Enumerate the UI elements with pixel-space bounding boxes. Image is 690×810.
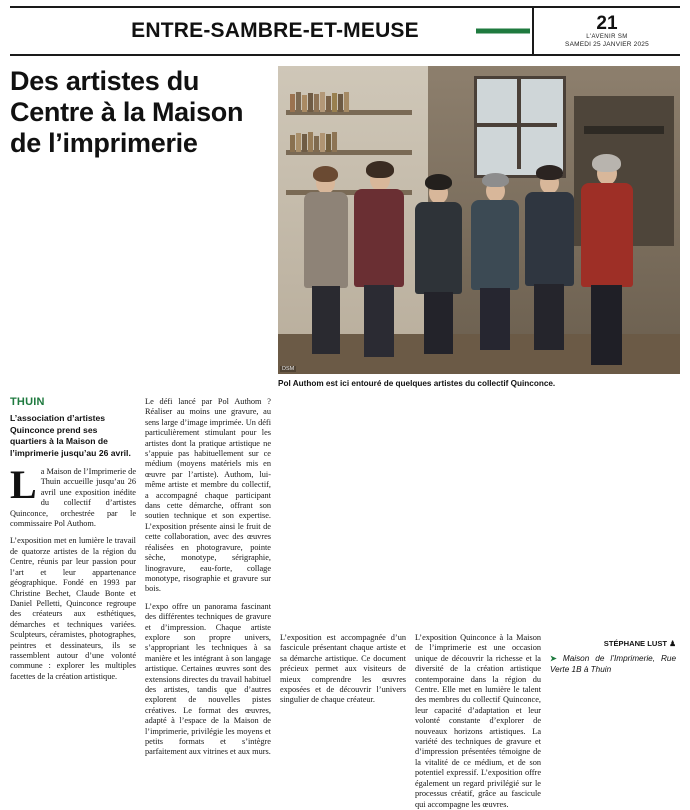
column-5 — [550, 397, 676, 810]
standfirst: L’association d’artistes Quinconce prend ses quartiers à la Maison de l’imprimerie jusqu’au 26 avril. — [10, 413, 131, 458]
photo-person — [578, 154, 636, 364]
photo-window — [474, 76, 566, 178]
photo-books — [290, 90, 410, 112]
green-rule-decoration — [476, 29, 530, 34]
byline-text: STÉPHANE LUST — [603, 639, 668, 648]
photo-person — [468, 170, 524, 348]
masthead — [10, 6, 680, 56]
paper-name: L'AVENIR SM — [586, 33, 628, 40]
photo-person — [412, 172, 466, 352]
photo-person — [522, 164, 578, 350]
photo-caption: Pol Authom est ici entouré de quelques artistes du collectif Quinconce. — [278, 379, 556, 388]
photo-person — [300, 166, 352, 354]
paragraph-4: L’expo offre un panorama fascinant des différentes techniques de gravure et d’impression. Chaque artiste explore son propre univers, s’appropriant les techniques à sa manière et les intégrant à son langage artistique. Certaines œuvres sont des extensions directes du travail habituel des artistes, tandis que d’autres explorent de nouvelles pistes créatives. Le format des œuvres, adapté à l’espace de la Maison de l’imprimerie, privilégie les moyens et petits formats et s’intègre parfaitement aux vitrines et aux murs. — [145, 601, 271, 757]
masthead-section — [10, 8, 532, 54]
article-photo — [278, 66, 680, 374]
arrow-icon: ➤ — [550, 654, 557, 664]
section-title: ENTRE-SAMBRE-ET-MEUSE — [131, 19, 419, 42]
photo-person — [352, 160, 408, 356]
column-4-photo-spacer — [415, 397, 541, 633]
paragraph-2: L’exposition met en lumière le travail de quatorze artistes de la région du Centre, réunis par leur passion pour l’art et leur appartenance géographique. Fondé en 1993 par Christine Bechet, Claude Bonte et Daniel Pelletti, Quinconce regroupe des créateurs aux esthétiques, démarches et techniques variées. Sculpteurs, céramistes, photographes, peintres et dessinateurs, ils se rassemblent autour d’une volonté commune : explorer les multiples facettes de la création artistique. — [10, 536, 136, 681]
photo-credit: DSM — [282, 366, 295, 372]
paragraph-3: Le défi lancé par Pol Authom ? Réaliser au moins une gravure, au sens large d’image imprimée. Un défi particulièrement stimulant pour les artistes dont la pratique artistique ne s’appuie pas habituellement sur ce médium (moyens matériels mis en œuvre par l’artiste). Authom, lui-même artiste et membre du collectif, a accompagné chaque participant dans cette démarche, offrant son soutien technique et son expertise. L’exposition présente ainsi le fruit de cette collaboration, avec des œuvres réalisées en photogravure, pointe sèche, monotype, sérigraphie, linogravure, eau-forte, collage monotype, risographie et gravure sur bois. — [145, 397, 271, 594]
headline-column — [10, 66, 272, 159]
paragraph-1 — [10, 462, 136, 529]
photo-block — [278, 66, 680, 389]
drop-cap: L — [10, 462, 37, 508]
newspaper-page — [0, 6, 690, 809]
masthead-info — [532, 8, 680, 54]
photo-press-roller — [584, 126, 664, 134]
column-3 — [280, 397, 406, 810]
issue-date: SAMEDI 25 JANVIER 2025 — [565, 40, 649, 48]
paragraph-5: L’exposition Quinconce à la Maison de l’imprimerie est une occasion unique de découvrir la richesse et la diversité de la création artistique contemporaine dans la région du Centre. Elle met en lumière le talent des membres du collectif Quinconce, leur capacité d’adaptation et leur volonté constante d’explorer de nouveaux horizons artistiques. La variété des techniques de gravure et d’impression présentées témoigne de la vitalité de ce médium, et de son potentiel expressif. L’exposition offre également un regard privilégié sur le processus créatif, grâce au fascicule qui accompagne les œuvres. — [415, 633, 541, 809]
byline — [550, 639, 676, 649]
column-2 — [145, 397, 271, 810]
text-columns — [10, 397, 680, 810]
column-5-photo-spacer — [550, 397, 676, 633]
practical-info-text: Maison de l’Imprimerie, Rue Verte 1B à Thuin — [550, 654, 676, 675]
page-number: 21 — [596, 12, 618, 34]
page-title: Des artistes du Centre à la Maison de l’imprimerie — [10, 66, 244, 158]
article-body — [10, 66, 680, 810]
paragraph-1-text: a Maison de l’Imprimerie de Thuin accueille jusqu’au 26 avril une exposition inédite du collectif d’artistes Quinconce, orchestrée par le commissaire Pol Authom. — [10, 467, 136, 529]
column-4 — [415, 397, 541, 810]
paragraph-4-cont: L’exposition est accompagnée d’un fascicule présentant chaque artiste et sa démarche artistique. Ce document précieux permet aux visiteurs de mieux comprendre les œuvres exposées et de découvrir l’univers singulier de chaque créateur. — [280, 633, 406, 705]
photo-books — [290, 130, 410, 152]
top-row — [10, 66, 680, 389]
column-3-photo-spacer — [280, 397, 406, 633]
person-icon: ♟ — [669, 639, 676, 648]
kicker-location: THUIN — [10, 396, 45, 408]
practical-info — [550, 653, 676, 675]
column-1 — [10, 397, 136, 810]
